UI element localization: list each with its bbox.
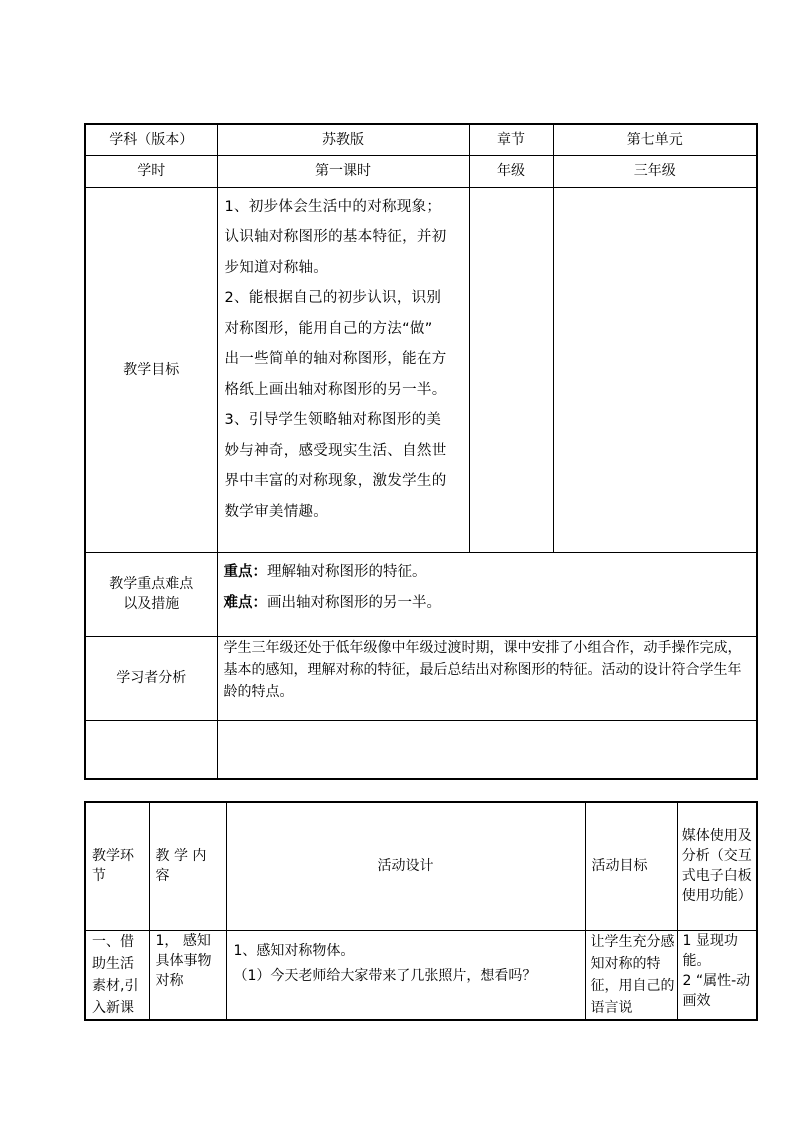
period-label: 学时	[85, 155, 217, 187]
key-points-label	[85, 552, 217, 636]
key-points-label-line2: 以及措施	[123, 596, 180, 612]
focus-text: 理解轴对称图形的特征。	[267, 563, 427, 580]
design-line: （1）今天老师给大家带来了几张照片，想看吗？	[233, 967, 537, 984]
objective-line: 3、引导学生领略轴对称图形的美	[224, 412, 442, 428]
empty-cell	[469, 187, 553, 552]
focus-line	[224, 557, 751, 588]
learner-label: 学习者分析	[85, 636, 217, 720]
objective-line: 数学审美情趣。	[224, 503, 329, 520]
content-cell: 1， 感知具体事物对称	[149, 930, 226, 1020]
header-goal: 活动目标	[585, 802, 677, 930]
objectives-content	[217, 187, 469, 552]
difficulty-text: 画出轴对称图形的另一半。	[267, 594, 441, 611]
media-cell	[677, 930, 757, 1020]
objective-line: 认识轴对称图形的基本特征，并初	[224, 229, 447, 245]
media-line: 1 显现功能。	[682, 932, 738, 969]
media-line: 2 “属性-动画效	[682, 972, 751, 1009]
chapter-value: 第七单元	[553, 124, 757, 155]
objective-line: 步知道对称轴。	[224, 259, 329, 276]
design-cell	[226, 930, 585, 1020]
goal-cell: 让学生充分感知对称的特征，用自己的语言说	[585, 930, 677, 1020]
key-points-content	[217, 552, 757, 636]
stage-cell: 一、借助生活素材,引入新课	[85, 930, 149, 1020]
subject-label: 学科（版本）	[85, 124, 217, 155]
header-content: 教 学 内 容	[149, 802, 226, 930]
objective-line: 妙与神奇，感受现实生活、自然世	[224, 442, 447, 459]
objective-line: 2、能根据自己的初步认识，识别	[224, 290, 442, 306]
difficulty-label: 难点：	[223, 594, 267, 611]
objective-line: 对称图形，能用自己的方法“做”	[224, 320, 433, 337]
objectives-label: 教学目标	[85, 187, 217, 552]
header-media: 媒体使用及分析（交互式电子白板使用功能）	[677, 802, 757, 930]
objective-line: 界中丰富的对称现象，激发学生的	[224, 473, 447, 489]
empty-cell	[85, 720, 217, 779]
grade-value: 三年级	[553, 155, 757, 187]
period-value: 第一课时	[217, 155, 469, 187]
header-stage: 教学环节	[85, 802, 149, 930]
focus-label: 重点：	[223, 563, 267, 580]
empty-cell	[553, 187, 757, 552]
objective-line: 格纸上画出轴对称图形的另一半。	[224, 381, 447, 398]
difficulty-line	[224, 588, 751, 619]
grade-label: 年级	[469, 155, 553, 187]
objective-line: 出一些简单的轴对称图形，能在方	[224, 351, 447, 367]
learner-analysis-text: 学生三年级还处于低年级像中年级过渡时期，课中安排了小组合作，动手操作完成，基本的感知，理解对称的特征，最后总结出对称图形的特征。活动的设计符合学生年龄的特点。	[217, 636, 757, 720]
lesson-info-table	[84, 123, 758, 780]
header-design: 活动设计	[226, 802, 585, 930]
objective-line: 1、初步体会生活中的对称现象；	[224, 198, 442, 215]
chapter-label: 章节	[469, 124, 553, 155]
key-points-label-line1: 教学重点难点	[109, 576, 194, 592]
subject-value: 苏教版	[217, 124, 469, 155]
empty-cell	[217, 720, 757, 779]
design-line: 1、感知对称物体。	[233, 942, 355, 959]
activity-table	[84, 801, 758, 1021]
